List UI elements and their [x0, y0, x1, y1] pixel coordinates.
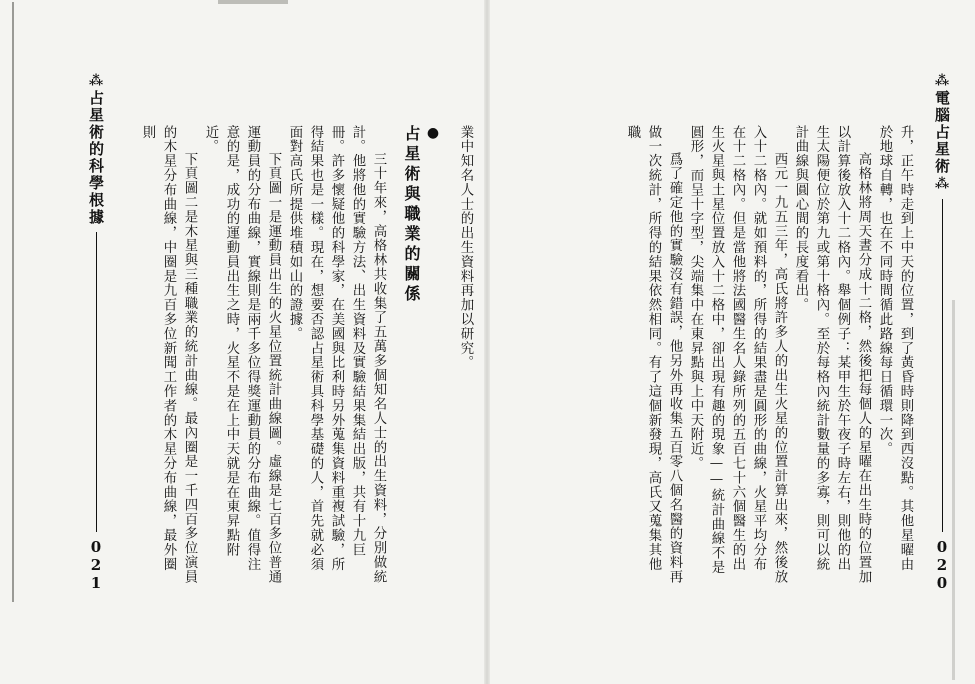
running-header-right [932, 72, 952, 592]
paragraph: 下頁圖二是木星與三種職業的統計曲線。最內圈是一千四百多位演員的木星分布曲線，中圈是九百多位新聞工作者的木星分布曲線，最外圈則 [140, 125, 197, 584]
paragraph: 西元一九五三年，高氏將許多人的出生火星的位置計算出來，然後放入十二格內。就如預料的，所得的結果盡是圓形的曲線，火星平均分布在十二格內。但是當他將法國醫生名人錄所列的五百七十六個醫生的出生火星與土星位置放入十二格中，卻出現有趣的現象——統計曲線不是圓形，而呈十字型，尖端集中在東昇點與上中天附近。 [688, 125, 787, 584]
paragraph: 三十年來，高格林共收集了五萬多個知名人士的出生資料，分別做統計。他將他的實驗方法、出生資料及實驗結果集結出版，共有十九巨冊。許多懷疑他的科學家，在美國與比利時另外蒐集資料重複試驗，所得結果也是一樣。現在，想要否認占星術具科學基礎的人，首先就必須面對高氏所提供堆積如山的證據。 [287, 125, 386, 584]
paragraph: 下頁圖一是運動員出生的火星位置統計曲線圖。虛線是七百多位普通運動員的分布曲線，實線則是兩千多位得獎運動員的分布曲線。值得注意的是，成功的運動員出生之時，火星不是在上中天就是在東昇點附近。 [203, 125, 281, 584]
section-bullet-icon: ● [425, 125, 441, 145]
paragraph: 升，正午時走到上中天的位置，到了黃昏時則降到西沒點。其他星曜由於地球自轉，也在不同時間循此路線每日循環一次。 [877, 125, 913, 572]
paragraph: 高格林將周天晝分成十二格，然後把每個人的星曜在出生時的位置加以計算後放入十二格內。舉個例子：某甲生於午夜子時左右，則他的出生太陽便位於第九或第十格內。至於每格內統計數量的多寡，則可以統計曲線與圓心間的長度看出。 [793, 125, 871, 584]
continued-paragraph: 業中知名人士的出生資料再加以研究。 [458, 125, 473, 370]
page-021 [0, 0, 487, 684]
body-text-left [112, 125, 476, 585]
paragraph: 爲了確定他的實驗沒有錯誤，他另外再收集五百零八個名醫的資料再做一次統計，所得的結果依然相同。有了這個新發現，高氏又蒐集其他職 [625, 125, 682, 584]
page-020 [488, 0, 975, 684]
page-number: 021 [87, 538, 105, 592]
section-heading [401, 125, 443, 585]
body-text-right [512, 125, 916, 585]
running-header-left [86, 72, 106, 592]
ornament-icon: ⁂ [88, 73, 104, 89]
ornament-icon: ⁂ [934, 73, 950, 89]
book-section-title: 占星術的科學根據 [87, 90, 105, 226]
section-title: 占星術與職業的關係 [402, 125, 421, 305]
page-number: 020 [933, 538, 951, 592]
header-rule [96, 232, 97, 532]
ornament-icon: ⁂ [934, 176, 950, 192]
book-title: 電腦占星術 [933, 90, 951, 175]
header-rule [942, 199, 943, 532]
